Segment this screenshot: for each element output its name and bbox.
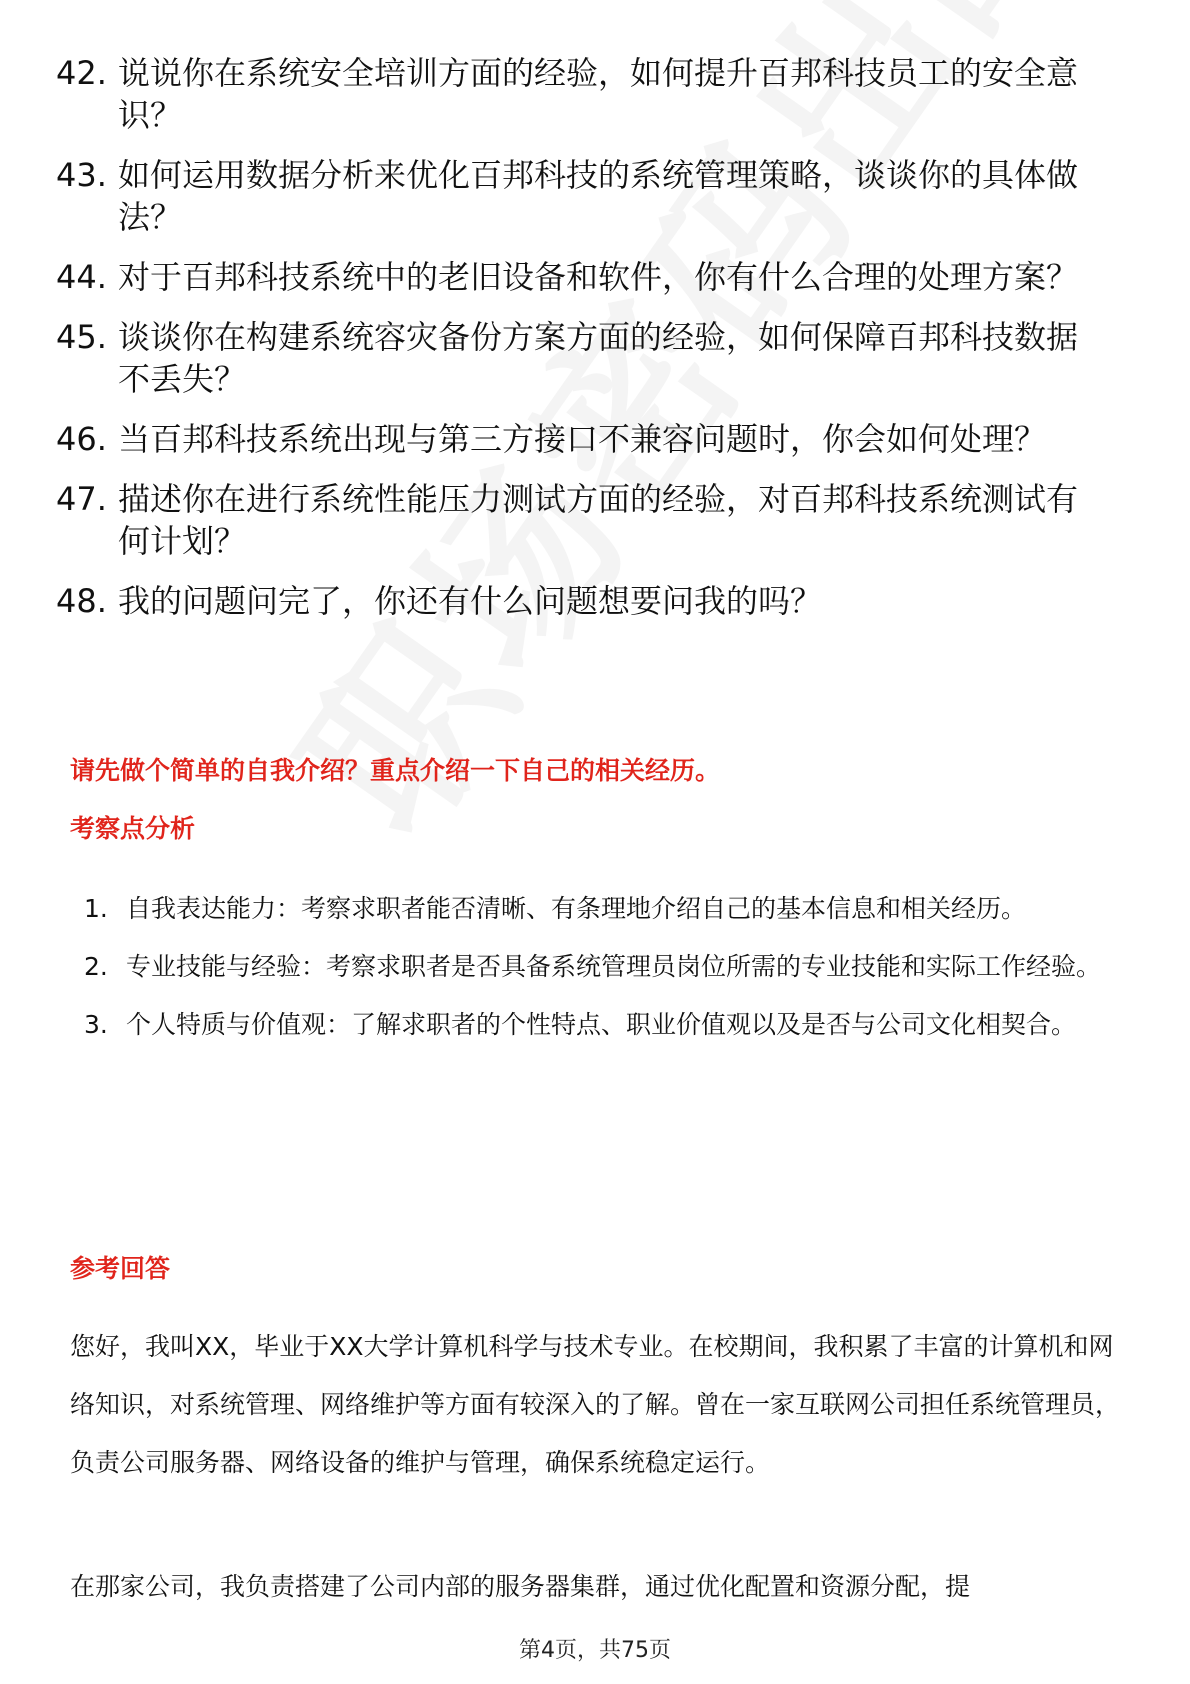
question-number: 42.: [56, 54, 107, 92]
question-item: [56, 580, 1136, 622]
point-number: 1.: [84, 894, 108, 923]
point-text: 个人特质与价值观：了解求职者的个性特点、职业价值观以及是否与公司文化相契合。: [126, 1010, 1077, 1039]
point-text: 自我表达能力：考察求职者能否清晰、有条理地介绍自己的基本信息和相关经历。: [126, 894, 1027, 923]
question-text: 对于百邦科技系统中的老旧设备和软件，你有什么合理的处理方案？: [118, 258, 1079, 296]
question-number: 48.: [56, 582, 107, 620]
question-number: 44.: [56, 258, 107, 296]
question-text: 谈谈你在构建系统容灾备份方案方面的经验，如何保障百邦科技数据不丢失？: [118, 318, 1079, 398]
point-number: 3.: [84, 1010, 108, 1039]
question-text: 当百邦科技系统出现与第三方接口不兼容问题时，你会如何处理？: [118, 420, 1047, 458]
question-text: 我的问题问完了，你还有什么问题想要问我的吗？: [118, 582, 823, 620]
section-question-title: 请先做个简单的自我介绍？重点介绍一下自己的相关经历。: [70, 756, 721, 785]
question-item: [56, 52, 1136, 136]
question-number: 46.: [56, 420, 107, 458]
question-list: [56, 52, 1136, 640]
point-text: 专业技能与经验：考察求职者是否具备系统管理员岗位所需的专业技能和实际工作经验。: [126, 952, 1102, 981]
page-footer: 第4页，共75页: [519, 1638, 671, 1663]
question-item: [56, 316, 1136, 400]
question-item: [56, 256, 1136, 298]
question-text: 描述你在进行系统性能压力测试方面的经验，对百邦科技系统测试有何计划？: [118, 480, 1079, 560]
question-text: 说说你在系统安全培训方面的经验，如何提升百邦科技员工的安全意识？: [118, 54, 1079, 134]
analysis-point: [84, 880, 1124, 938]
answer-paragraph: 您好，我叫XX，毕业于XX大学计算机科学与技术专业。在校期间，我积累了丰富的计算机和网络知识，对系统管理、网络维护等方面有较深入的了解。曾在一家互联网公司担任系统管理员，负责公司服务器、网络设备的维护与管理，确保系统稳定运行。: [70, 1332, 1121, 1477]
point-number: 2.: [84, 952, 108, 981]
question-item: [56, 418, 1136, 460]
answer-paragraph: 在那家公司，我负责搭建了公司内部的服务器集群，通过优化配置和资源分配，提: [70, 1572, 971, 1601]
question-number: 47.: [56, 480, 107, 518]
analysis-point: [84, 996, 1124, 1054]
question-item: [56, 154, 1136, 238]
analysis-heading: 考察点分析: [70, 814, 196, 843]
analysis-point-list: [84, 880, 1124, 1054]
answer-heading: 参考回答: [70, 1254, 171, 1283]
analysis-point: [84, 938, 1124, 996]
question-number: 45.: [56, 318, 107, 356]
question-item: [56, 478, 1136, 562]
question-number: 43.: [56, 156, 107, 194]
question-text: 如何运用数据分析来优化百邦科技的系统管理策略，谈谈你的具体做法？: [118, 156, 1079, 236]
